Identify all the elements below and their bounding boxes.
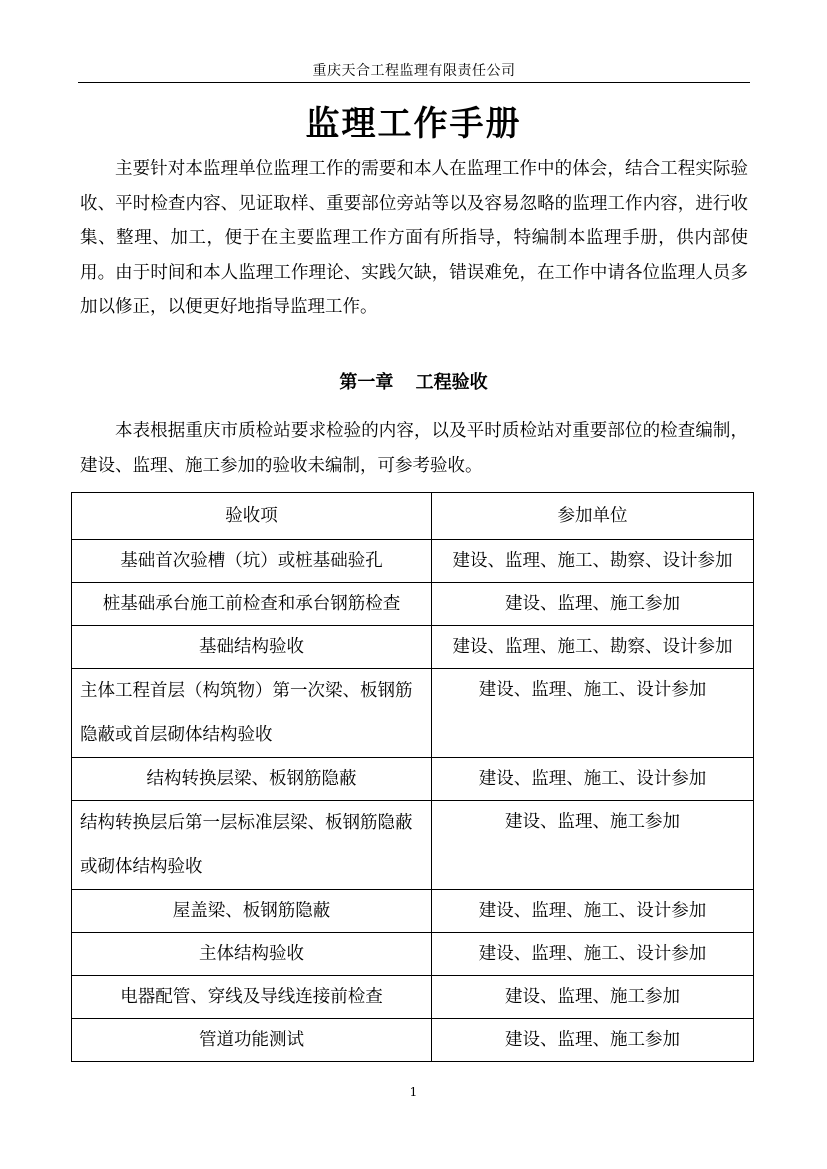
table-row bbox=[72, 583, 754, 626]
item-cell: 屋盖梁、板钢筋隐蔽 bbox=[72, 890, 432, 933]
intro-paragraph: 主要针对本监理单位监理工作的需要和本人在监理工作中的体会，结合工程实际验收、平时检查内容、见证取样、重要部位旁站等以及容易忽略的监理工作内容，进行收集、整理、加工，便于在主要监理工作方面有所指导，特编制本监理手册，供内部使用。由于时间和本人监理工作理论、实践欠缺，错误难免，在工作中请各位监理人员多加以修正，以便更好地指导监理工作。 bbox=[80, 159, 748, 317]
chapter-name: 工程验收 bbox=[415, 372, 488, 393]
page-number: 1 bbox=[409, 1085, 418, 1099]
item-cell: 主体结构验收 bbox=[72, 933, 432, 976]
table-row bbox=[72, 540, 754, 583]
table-row bbox=[72, 669, 754, 758]
item-cell: 结构转换层梁、板钢筋隐蔽 bbox=[72, 758, 432, 801]
units-cell: 建设、监理、施工、勘察、设计参加 bbox=[432, 626, 754, 669]
table-row bbox=[72, 1019, 754, 1062]
units-cell: 建设、监理、施工、勘察、设计参加 bbox=[432, 540, 754, 583]
item-cell: 结构转换层后第一层标准层梁、板钢筋隐蔽或砌体结构验收 bbox=[72, 801, 432, 890]
item-cell: 主体工程首层（构筑物）第一次梁、板钢筋隐蔽或首层砌体结构验收 bbox=[72, 669, 432, 758]
table-row bbox=[72, 758, 754, 801]
document-title: 监理工作手册 bbox=[305, 104, 522, 144]
chapter-intro-paragraph: 本表根据重庆市质检站要求检验的内容，以及平时质检站对重要部位的检查编制，建设、监理、施工参加的验收未编制，可参考验收。 bbox=[80, 421, 748, 476]
chapter-heading bbox=[0, 368, 827, 394]
acceptance-table bbox=[71, 492, 754, 1062]
item-cell: 管道功能测试 bbox=[72, 1019, 432, 1062]
units-cell: 建设、监理、施工、设计参加 bbox=[432, 669, 754, 758]
page-header: 重庆天合工程监理有限责任公司 bbox=[312, 63, 516, 79]
table-header-row bbox=[72, 493, 754, 540]
header-rule bbox=[78, 82, 750, 83]
item-cell: 电器配管、穿线及导线连接前检查 bbox=[72, 976, 432, 1019]
chapter-number: 第一章 bbox=[339, 372, 394, 393]
column-header-units: 参加单位 bbox=[432, 493, 754, 540]
item-cell: 基础首次验槽（坑）或桩基础验孔 bbox=[72, 540, 432, 583]
item-cell: 桩基础承台施工前检查和承台钢筋检查 bbox=[72, 583, 432, 626]
column-header-item: 验收项 bbox=[72, 493, 432, 540]
units-cell: 建设、监理、施工、设计参加 bbox=[432, 933, 754, 976]
item-cell: 基础结构验收 bbox=[72, 626, 432, 669]
table-row bbox=[72, 933, 754, 976]
table-row bbox=[72, 626, 754, 669]
units-cell: 建设、监理、施工参加 bbox=[432, 801, 754, 890]
units-cell: 建设、监理、施工、设计参加 bbox=[432, 890, 754, 933]
table-row bbox=[72, 801, 754, 890]
units-cell: 建设、监理、施工参加 bbox=[432, 583, 754, 626]
units-cell: 建设、监理、施工参加 bbox=[432, 1019, 754, 1062]
units-cell: 建设、监理、施工、设计参加 bbox=[432, 758, 754, 801]
units-cell: 建设、监理、施工参加 bbox=[432, 976, 754, 1019]
table-row bbox=[72, 976, 754, 1019]
table-row bbox=[72, 890, 754, 933]
